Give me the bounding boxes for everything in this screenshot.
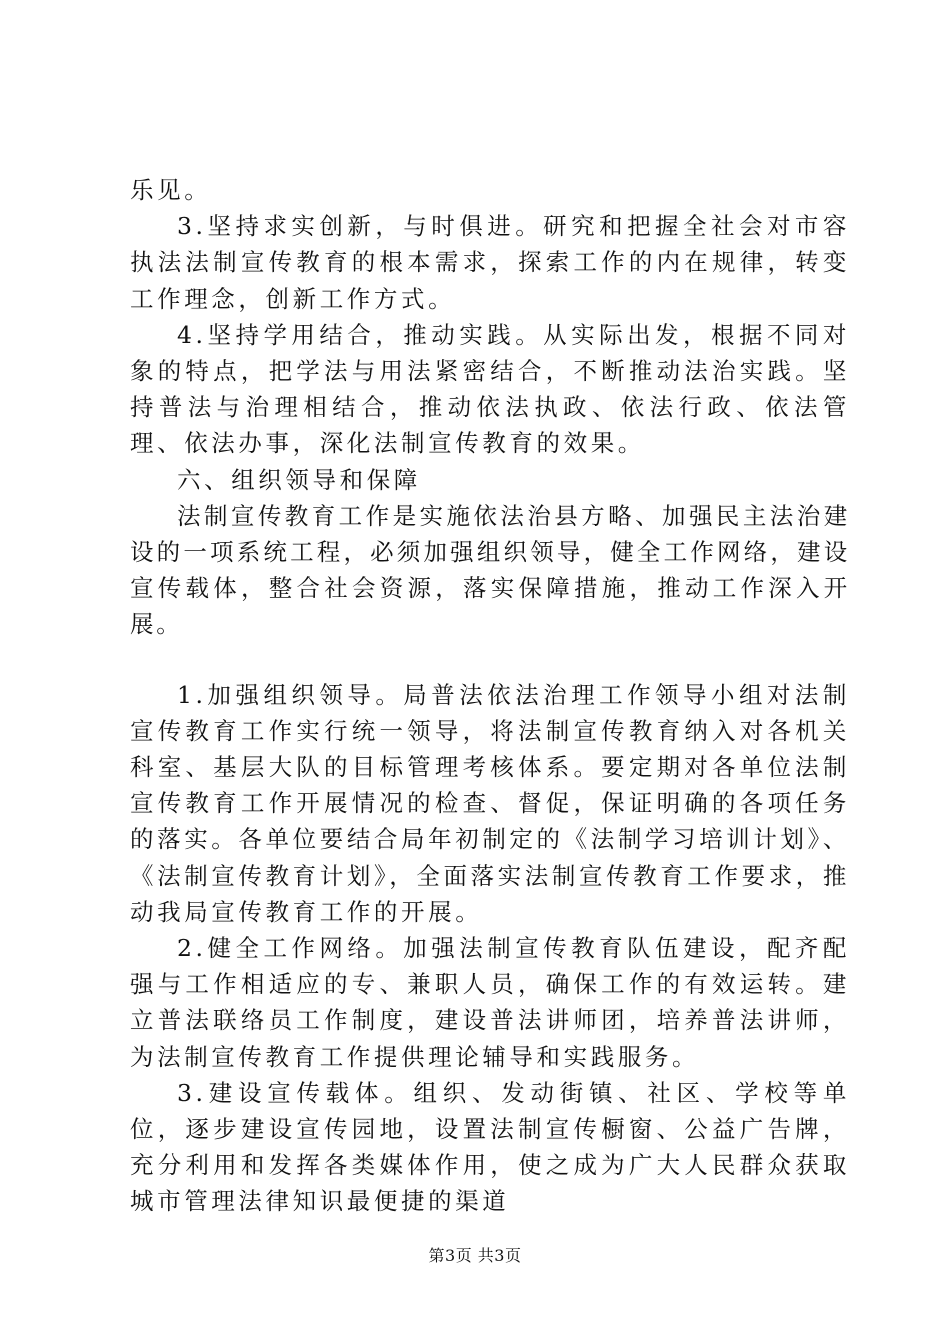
paragraph-section-intro: 法制宣传教育工作是实施依法治县方略、加强民主法治建设的一项系统工程，必须加强组织领导，健全工作网络，建设宣传载体，整合社会资源，落实保障措施，推动工作深入开展。 — [130, 501, 850, 639]
paragraph-principle-3: 3.坚持求实创新，与时俱进。研究和把握全社会对市容执法法制宣传教育的根本需求，探索工作的内在规律，转变工作理念，创新工作方式。 — [130, 212, 850, 313]
paragraph-principle-4: 4.坚持学用结合，推动实践。从实际出发，根据不同对象的特点，把学法与用法紧密结合，不断推动法治实践。坚持普法与治理相结合，推动依法执政、依法行政、依法管理、依法办事，深化法制宣传教育的效果。 — [130, 320, 850, 458]
paragraph-item-3: 3.建设宣传载体。组织、发动街镇、社区、学校等单位，逐步建设宣传园地，设置法制宣传橱窗、公益广告牌，充分利用和发挥各类媒体作用，使之成为广大人民群众获取城市管理法律知识最便捷的渠道 — [130, 1078, 850, 1216]
document-body — [130, 172, 850, 1220]
section-heading-6: 六、组织领导和保障 — [177, 465, 421, 494]
paragraph-item-1: 1.加强组织领导。局普法依法治理工作领导小组对法制宣传教育工作实行统一领导，将法制宣传教育纳入对各机关科室、基层大队的目标管理考核体系。要定期对各单位法制宣传教育工作开展情况的检查、督促，保证明确的各项任务的落实。各单位要结合局年初制定的《法制学习培训计划》、《法制宣传教育计划》，全面落实法制宣传教育工作要求，推动我局宣传教育工作的开展。 — [130, 680, 850, 926]
paragraph-item-2: 2.健全工作网络。加强法制宣传教育队伍建设，配齐配强与工作相适应的专、兼职人员，确保工作的有效运转。建立普法联络员工作制度，建设普法讲师团，培养普法讲师，为法制宣传教育工作提供理论辅导和实践服务。 — [130, 934, 850, 1071]
page-number-footer: 第3页 共3页 — [428, 1246, 522, 1265]
paragraph-continuation: 乐见。 — [130, 176, 212, 204]
